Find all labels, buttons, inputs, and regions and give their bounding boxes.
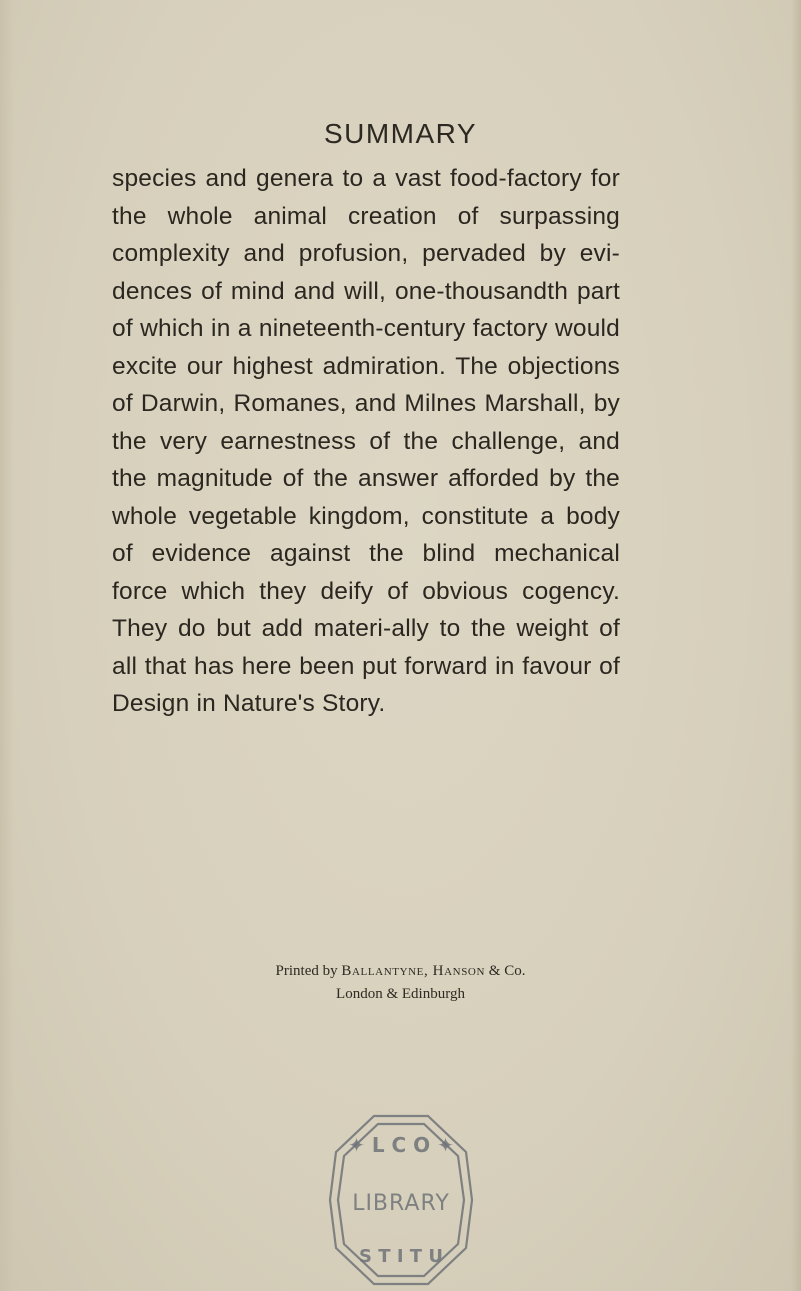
stamp-middle-text: LIBRARY <box>352 1191 450 1216</box>
library-stamp-icon <box>316 1112 486 1288</box>
imprint-printed-by: Printed by <box>275 963 338 979</box>
stamp-bottom-text: S T I T U <box>359 1246 443 1267</box>
page-title: SUMMARY <box>323 118 478 149</box>
page-edge-right <box>791 0 801 1291</box>
page-edge-left <box>0 0 14 1291</box>
imprint-city-london: London <box>336 986 383 1002</box>
imprint-printer: Ballantyne, Hanson <box>341 963 486 979</box>
imprint-line-2 <box>0 983 801 1006</box>
summary-paragraph: species and genera to a vast food-factory for the whole animal creation of surpassing complexity and profusion, pervaded by evi-dences of mind and will, one-thousandth part of which in a nineteenth-century factory would excite our highest admiration. The objections of Darwin, Romanes, and Milnes Marshall, by the very earnestness of the challenge, and the magnitude of the answer afforded by the whole vegetable kingdom, constitute a body of evidence against the blind mechanical force which they deify of obvious cogency. They do but add materi-ally to the weight of all that has here been put forward in favour of Design in Nature's Story. <box>112 165 620 717</box>
printer-imprint <box>0 960 801 1006</box>
stamp-top-text: ✦ L C O ✦ <box>348 1133 454 1157</box>
imprint-line-1 <box>0 960 801 983</box>
imprint-ampersand: & <box>488 963 501 979</box>
imprint-ampersand-2: & <box>386 986 399 1002</box>
imprint-city-edinburgh: Edinburgh <box>401 986 465 1002</box>
imprint-co: Co. <box>504 963 526 979</box>
